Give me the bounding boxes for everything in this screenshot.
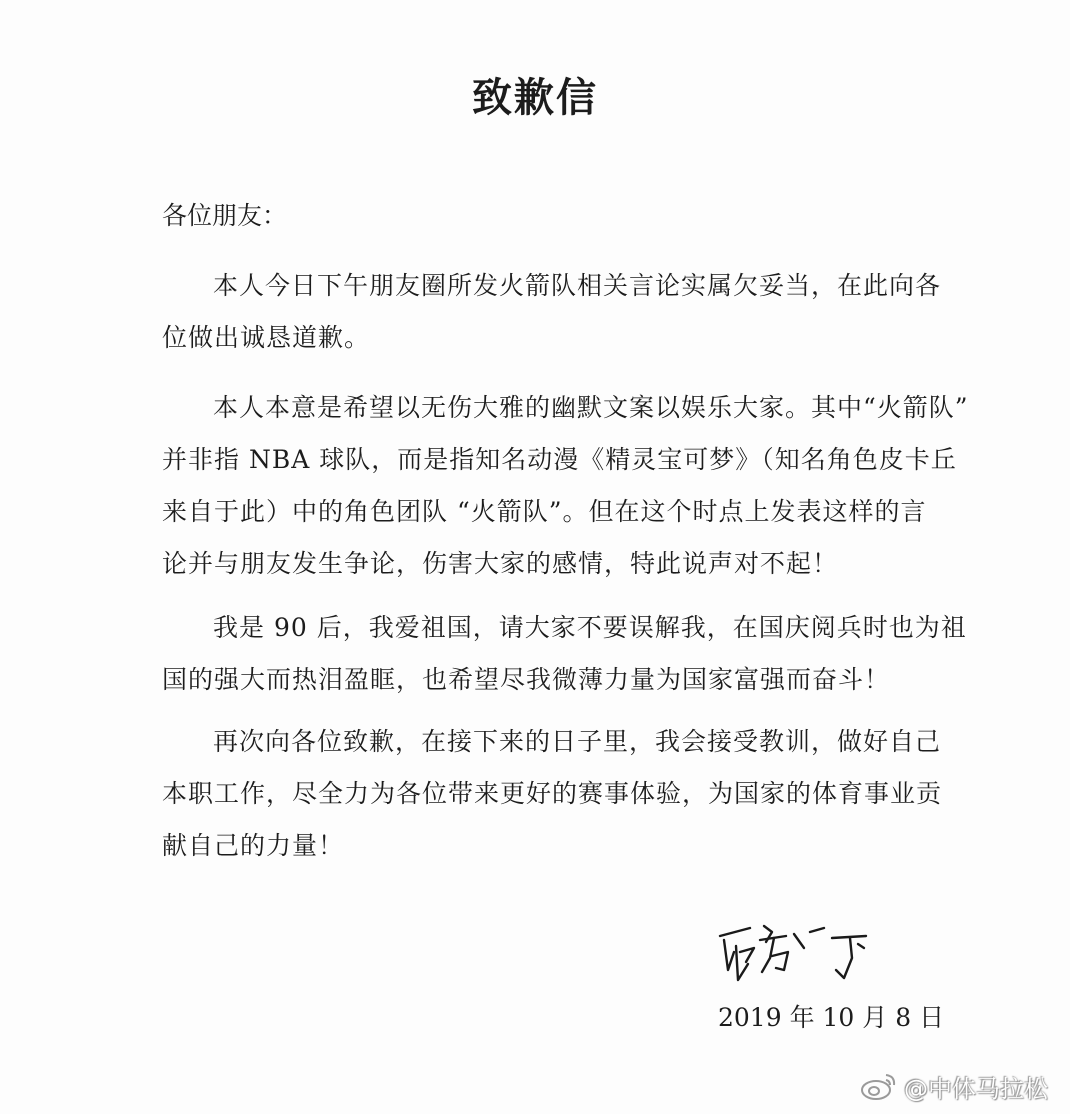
paragraph-4-line-3: 献自己的力量！ (162, 831, 345, 860)
weibo-logo-icon (860, 1071, 898, 1101)
paragraph-2-line-3: 来自于此）中的角色团队 “火箭队”。但在这个时点上发表这样的言 (162, 497, 927, 526)
paragraph-1-line-2: 位做出诚恳道歉。 (162, 323, 371, 352)
handwritten-signature (714, 918, 880, 988)
letter-title: 致歉信 (472, 75, 598, 121)
watermark-text: @中体马拉松 (904, 1074, 1048, 1103)
paragraph-3-line-1: 我是 90 后，我爱祖国，请大家不要误解我，在国庆阅兵时也为祖 (213, 613, 967, 642)
paragraph-3-line-2: 国的强大而热泪盈眶，也希望尽我微薄力量为国家富强而奋斗！ (162, 665, 891, 694)
letter-date: 2019 年 10 月 8 日 (718, 1003, 945, 1032)
paragraph-2-line-4: 论并与朋友发生争论，伤害大家的感情，特此说声对不起！ (162, 549, 839, 578)
paragraph-2-line-2: 并非指 NBA 球队，而是指知名动漫《精灵宝可梦》（知名角色皮卡丘 (162, 445, 957, 474)
salutation: 各位朋友： (162, 201, 288, 230)
paragraph-4-line-1: 再次向各位致歉，在接下来的日子里，我会接受教训，做好自己 (213, 727, 942, 756)
paragraph-4-line-2: 本职工作，尽全力为各位带来更好的赛事体验，为国家的体育事业贡 (162, 779, 943, 808)
watermark (860, 1068, 1048, 1104)
paragraph-2-line-1: 本人本意是希望以无伤大雅的幽默文案以娱乐大家。其中“火箭队” (213, 393, 969, 422)
paragraph-1-line-1: 本人今日下午朋友圈所发火箭队相关言论实属欠妥当，在此向各 (213, 271, 942, 300)
